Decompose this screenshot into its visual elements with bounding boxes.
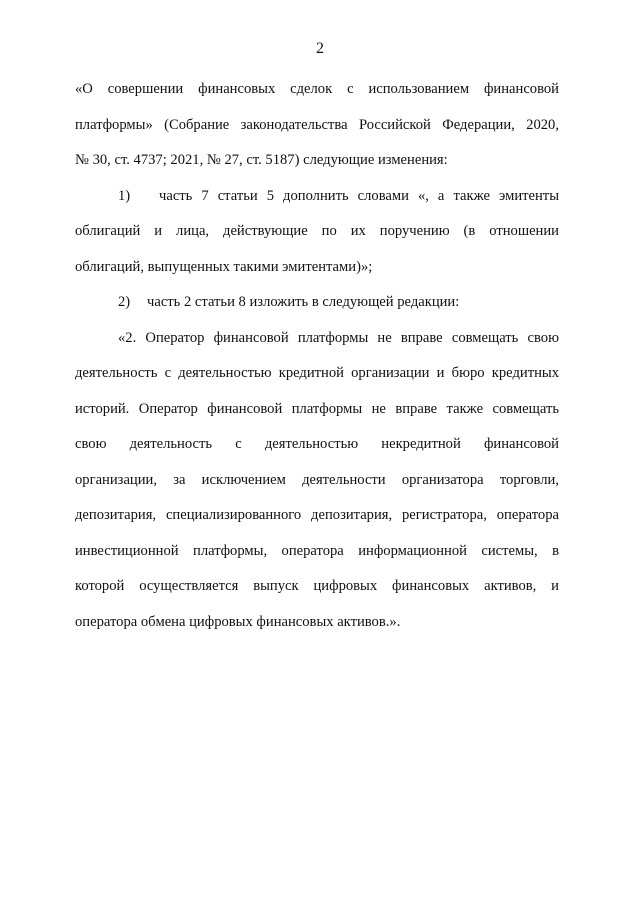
text-line: «2. Оператор финансовой платформы не вправе совмещать свою <box>118 329 559 346</box>
text-line: деятельность с деятельностью кредитной организации и бюро кредитных <box>75 365 559 381</box>
list-item-number: 2) <box>118 294 131 310</box>
list-item-2 <box>75 285 559 321</box>
text-line: облигаций и лица, действующие по их поручению (в отношении <box>75 223 559 239</box>
text-line: организации, за исключением деятельности организатора торговли, <box>75 471 559 488</box>
text-line: платформы» (Собрание законодательства Российской Федерации, 2020, <box>75 116 559 133</box>
text-line: свою деятельность с деятельностью некредитной финансовой <box>75 436 559 452</box>
text-line: облигаций, выпущенных такими эмитентами)»; <box>75 258 373 275</box>
text-line: депозитария, специализированного депозитария, регистратора, оператора <box>75 507 559 523</box>
text-line: «О совершении финансовых сделок с использованием финансовой <box>75 81 559 97</box>
text-line: часть 2 статьи 8 изложить в следующей редакции: <box>147 294 460 310</box>
text-line: оператора обмена цифровых финансовых активов.». <box>75 613 401 630</box>
text-line: инвестиционной платформы, оператора информационной системы, в <box>75 542 559 559</box>
text-line: которой осуществляется выпуск цифровых финансовых активов, и <box>75 578 559 594</box>
text-line: историй. Оператор финансовой платформы не вправе также совмещать <box>75 400 559 417</box>
text-line: № 30, ст. 4737; 2021, № 27, ст. 5187) следующие изменения: <box>75 152 448 168</box>
list-item-number: 1) <box>118 187 131 204</box>
page-number: 2 <box>316 40 324 57</box>
document-body <box>75 72 559 640</box>
list-item-1 <box>75 179 559 215</box>
text-line: часть 7 статьи 5 дополнить словами «, а также эмитенты <box>159 187 559 204</box>
